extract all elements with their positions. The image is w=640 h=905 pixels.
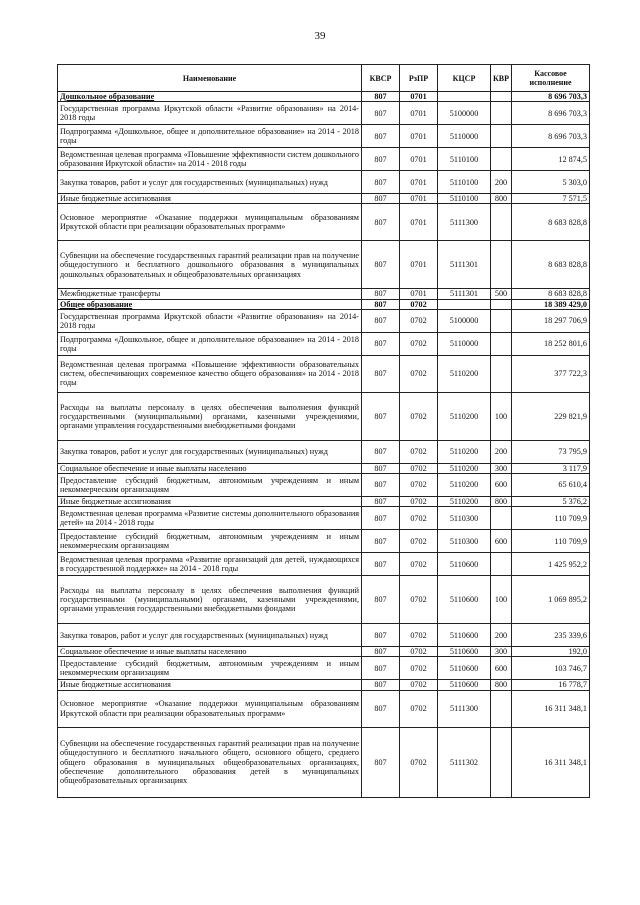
cell-kcsr: 5100000	[438, 309, 491, 332]
table-row	[58, 392, 590, 440]
table-row	[58, 355, 590, 392]
header-kvr: КВР	[491, 65, 512, 92]
cell-kvr: 600	[491, 474, 512, 497]
cell-sum: 65 610,4	[512, 474, 590, 497]
cell-sum: 12 874,5	[512, 148, 590, 171]
cell-kvr: 200	[491, 440, 512, 463]
cell-rzpr: 0702	[400, 355, 438, 392]
cell-rzpr: 0701	[400, 92, 438, 102]
table-row	[58, 657, 590, 680]
cell-name: Основное мероприятие «Оказание поддержки муниципальным образованиям Иркутской области при реализации образовательных программ»	[58, 690, 362, 727]
cell-sum: 229 821,9	[512, 392, 590, 440]
cell-kcsr: 5110600	[438, 647, 491, 657]
cell-kcsr: 5110200	[438, 497, 491, 507]
cell-sum: 8 696 703,3	[512, 102, 590, 125]
cell-kvr	[491, 241, 512, 289]
cell-rzpr: 0702	[400, 530, 438, 553]
cell-rzpr: 0702	[400, 440, 438, 463]
table-row	[58, 553, 590, 576]
cell-rzpr: 0702	[400, 680, 438, 690]
cell-kvsr: 807	[362, 309, 400, 332]
cell-kvsr: 807	[362, 576, 400, 624]
cell-kvr	[491, 727, 512, 797]
cell-name: Ведомственная целевая программа «Развитие организаций для детей, нуждающихся в государственной поддержке» на 2014 - 2018 годы	[58, 553, 362, 576]
table-row	[58, 102, 590, 125]
table-row	[58, 289, 590, 299]
cell-name: Ведомственная целевая программа «Повышение эффективности образовательных систем, обеспечивающих современное качество общего образования» на 2014 - 2018 годы	[58, 355, 362, 392]
cell-name: Межбюджетные трансферты	[58, 289, 362, 299]
cell-kcsr	[438, 299, 491, 309]
cell-rzpr: 0701	[400, 204, 438, 241]
table-row	[58, 148, 590, 171]
cell-kvsr: 807	[362, 507, 400, 530]
cell-name: Расходы на выплаты персоналу в целях обеспечения выполнения функций государственными (муниципальными) органами, казенными учреждениями, органами управления государственными внебюджетными фондами	[58, 392, 362, 440]
cell-kvsr: 807	[362, 440, 400, 463]
cell-sum: 1 425 952,2	[512, 553, 590, 576]
table-row	[58, 507, 590, 530]
cell-kvsr: 807	[362, 647, 400, 657]
cell-rzpr: 0702	[400, 727, 438, 797]
cell-kvr: 800	[491, 194, 512, 204]
table-row	[58, 576, 590, 624]
cell-rzpr: 0702	[400, 624, 438, 647]
cell-kcsr: 5110600	[438, 624, 491, 647]
cell-sum: 73 795,9	[512, 440, 590, 463]
cell-kcsr: 5110200	[438, 355, 491, 392]
cell-name: Закупка товаров, работ и услуг для государственных (муниципальных) нужд	[58, 624, 362, 647]
cell-kvr: 200	[491, 624, 512, 647]
cell-kvr: 200	[491, 171, 512, 194]
cell-name: Расходы на выплаты персоналу в целях обеспечения выполнения функций государственными (муниципальными) органами, казенными учреждениями, органами управления государственными внебюджетными фондами	[58, 576, 362, 624]
cell-kvsr: 807	[362, 125, 400, 148]
cell-kvsr: 807	[362, 680, 400, 690]
cell-kcsr: 5111302	[438, 727, 491, 797]
cell-rzpr: 0702	[400, 463, 438, 473]
table-row	[58, 309, 590, 332]
cell-name: Основное мероприятие «Оказание поддержки муниципальным образованиям Иркутской области при реализации образовательных программ»	[58, 204, 362, 241]
cell-sum: 18 252 801,6	[512, 332, 590, 355]
cell-rzpr: 0701	[400, 125, 438, 148]
cell-kvsr: 807	[362, 148, 400, 171]
cell-rzpr: 0702	[400, 576, 438, 624]
cell-rzpr: 0702	[400, 657, 438, 680]
cell-rzpr: 0702	[400, 309, 438, 332]
budget-execution-table	[57, 64, 590, 798]
cell-kcsr: 5110200	[438, 463, 491, 473]
cell-sum: 8 683 828,8	[512, 289, 590, 299]
cell-name: Иные бюджетные ассигнования	[58, 680, 362, 690]
cell-kvr: 500	[491, 289, 512, 299]
cell-name: Иные бюджетные ассигнования	[58, 194, 362, 204]
cell-rzpr: 0702	[400, 507, 438, 530]
cell-rzpr: 0701	[400, 102, 438, 125]
cell-sum: 5 376,2	[512, 497, 590, 507]
table-header-row	[58, 65, 590, 92]
table-row	[58, 440, 590, 463]
cell-kvsr: 807	[362, 299, 400, 309]
cell-name: Подпрограмма «Дошкольное, общее и дополнительное образование» на 2014 - 2018 годы	[58, 332, 362, 355]
cell-sum: 16 311 348,1	[512, 690, 590, 727]
cell-name: Субвенции на обеспечение государственных гарантий реализации прав на получение общедоступного и бесплатного начального общего, основного общего, среднего общего образования в муниципальных общеобразовательных организациях, обеспечение дополнительного образования детей в муниципальных общеобразовательных организациях	[58, 727, 362, 797]
cell-kcsr: 5111300	[438, 690, 491, 727]
table-row	[58, 204, 590, 241]
cell-kvsr: 807	[362, 463, 400, 473]
cell-sum: 16 778,7	[512, 680, 590, 690]
cell-kvr	[491, 507, 512, 530]
header-rzpr: РзПР	[400, 65, 438, 92]
cell-name: Государственная программа Иркутской области «Развитие образования» на 2014-2018 годы	[58, 309, 362, 332]
cell-sum: 235 339,6	[512, 624, 590, 647]
cell-kcsr: 5111300	[438, 204, 491, 241]
cell-name: Подпрограмма «Дошкольное, общее и дополнительное образование» на 2014 - 2018 годы	[58, 125, 362, 148]
cell-kvr	[491, 299, 512, 309]
cell-kvr: 100	[491, 576, 512, 624]
cell-sum: 8 683 828,8	[512, 241, 590, 289]
cell-sum: 1 069 895,2	[512, 576, 590, 624]
cell-name: Дошкольное образование	[58, 92, 362, 102]
cell-kvsr: 807	[362, 92, 400, 102]
table-row	[58, 690, 590, 727]
cell-kvr	[491, 332, 512, 355]
cell-rzpr: 0701	[400, 148, 438, 171]
cell-kvsr: 807	[362, 497, 400, 507]
table-row	[58, 332, 590, 355]
cell-name: Социальное обеспечение и иные выплаты населению	[58, 647, 362, 657]
cell-kcsr	[438, 92, 491, 102]
table-body	[58, 92, 590, 798]
cell-kvr: 300	[491, 463, 512, 473]
cell-sum: 192,0	[512, 647, 590, 657]
cell-kvsr: 807	[362, 624, 400, 647]
cell-kvr	[491, 553, 512, 576]
table-row	[58, 194, 590, 204]
cell-kcsr: 5111301	[438, 289, 491, 299]
cell-sum: 8 696 703,3	[512, 92, 590, 102]
cell-sum: 18 297 706,9	[512, 309, 590, 332]
cell-kvsr: 807	[362, 553, 400, 576]
cell-kvsr: 807	[362, 204, 400, 241]
table-row	[58, 463, 590, 473]
table-row	[58, 171, 590, 194]
cell-sum: 8 696 703,3	[512, 125, 590, 148]
cell-kvsr: 807	[362, 289, 400, 299]
cell-kcsr: 5110100	[438, 148, 491, 171]
cell-sum: 16 311 348,1	[512, 727, 590, 797]
cell-rzpr: 0701	[400, 194, 438, 204]
cell-kcsr: 5110300	[438, 530, 491, 553]
cell-rzpr: 0702	[400, 474, 438, 497]
cell-rzpr: 0702	[400, 299, 438, 309]
table-row	[58, 680, 590, 690]
cell-kvr: 800	[491, 497, 512, 507]
cell-sum: 7 571,5	[512, 194, 590, 204]
header-name: Наименование	[58, 65, 362, 92]
header-kvsr: КВСР	[362, 65, 400, 92]
cell-kcsr: 5110300	[438, 507, 491, 530]
cell-kvr	[491, 309, 512, 332]
cell-kvsr: 807	[362, 657, 400, 680]
cell-kvsr: 807	[362, 332, 400, 355]
cell-name: Государственная программа Иркутской области «Развитие образования» на 2014-2018 годы	[58, 102, 362, 125]
table-row	[58, 647, 590, 657]
cell-kvsr: 807	[362, 690, 400, 727]
header-kcsr: КЦСР	[438, 65, 491, 92]
cell-kcsr: 5110200	[438, 440, 491, 463]
cell-name: Общее образование	[58, 299, 362, 309]
cell-name: Ведомственная целевая программа «Развитие системы дополнительного образования детей» на 2014 - 2018 годы	[58, 507, 362, 530]
cell-name: Предоставление субсидий бюджетным, автономным учреждениям и иным некоммерческим организациям	[58, 657, 362, 680]
cell-sum: 5 303,0	[512, 171, 590, 194]
cell-kvr	[491, 102, 512, 125]
cell-rzpr: 0701	[400, 289, 438, 299]
cell-kvr	[491, 92, 512, 102]
cell-kcsr: 5110100	[438, 194, 491, 204]
cell-rzpr: 0701	[400, 171, 438, 194]
cell-kvsr: 807	[362, 194, 400, 204]
cell-kvsr: 807	[362, 392, 400, 440]
cell-rzpr: 0702	[400, 553, 438, 576]
page-number: 39	[314, 30, 326, 42]
table-row	[58, 241, 590, 289]
cell-name: Социальное обеспечение и иные выплаты населению	[58, 463, 362, 473]
cell-name: Предоставление субсидий бюджетным, автономным учреждениям и иным некоммерческим организациям	[58, 530, 362, 553]
cell-sum: 18 389 429,0	[512, 299, 590, 309]
cell-sum: 110 709,9	[512, 507, 590, 530]
cell-rzpr: 0702	[400, 392, 438, 440]
cell-kvsr: 807	[362, 727, 400, 797]
cell-name: Закупка товаров, работ и услуг для государственных (муниципальных) нужд	[58, 171, 362, 194]
cell-kcsr: 5110600	[438, 576, 491, 624]
table-row	[58, 530, 590, 553]
table-row	[58, 125, 590, 148]
cell-sum: 110 709,9	[512, 530, 590, 553]
cell-rzpr: 0702	[400, 690, 438, 727]
cell-kvsr: 807	[362, 241, 400, 289]
cell-rzpr: 0702	[400, 497, 438, 507]
cell-kvr: 300	[491, 647, 512, 657]
cell-kvr	[491, 148, 512, 171]
cell-kvr: 100	[491, 392, 512, 440]
cell-name: Предоставление субсидий бюджетным, автономным учреждениям и иным некоммерческим организациям	[58, 474, 362, 497]
cell-name: Субвенции на обеспечение государственных гарантий реализации прав на получение общедоступного и бесплатного дошкольного образования в муниципальных дошкольных образовательных и общеобразовательных организациях	[58, 241, 362, 289]
cell-rzpr: 0702	[400, 332, 438, 355]
table-row	[58, 497, 590, 507]
table-row	[58, 92, 590, 102]
cell-kcsr: 5110200	[438, 392, 491, 440]
cell-kvr	[491, 204, 512, 241]
table-row	[58, 474, 590, 497]
cell-kcsr: 5110600	[438, 553, 491, 576]
table-row	[58, 727, 590, 797]
cell-sum: 8 683 828,8	[512, 204, 590, 241]
cell-kvr	[491, 690, 512, 727]
cell-sum: 3 117,9	[512, 463, 590, 473]
cell-kcsr: 5110000	[438, 332, 491, 355]
cell-kvr	[491, 125, 512, 148]
header-sum: Кассовое исполнение	[512, 65, 590, 92]
cell-kvr: 600	[491, 657, 512, 680]
cell-name: Ведомственная целевая программа «Повышение эффективности систем дошкольного образования Иркутской области» на 2014 - 2018 годы	[58, 148, 362, 171]
cell-sum: 377 722,3	[512, 355, 590, 392]
cell-kcsr: 5110600	[438, 657, 491, 680]
cell-kvr: 600	[491, 530, 512, 553]
cell-kvsr: 807	[362, 171, 400, 194]
cell-name: Иные бюджетные ассигнования	[58, 497, 362, 507]
cell-kvr	[491, 355, 512, 392]
cell-kvsr: 807	[362, 530, 400, 553]
cell-kvr: 800	[491, 680, 512, 690]
cell-name: Закупка товаров, работ и услуг для государственных (муниципальных) нужд	[58, 440, 362, 463]
cell-kvsr: 807	[362, 474, 400, 497]
table-row	[58, 299, 590, 309]
cell-rzpr: 0701	[400, 241, 438, 289]
cell-kcsr: 5110200	[438, 474, 491, 497]
cell-kcsr: 5110100	[438, 171, 491, 194]
cell-sum: 103 746,7	[512, 657, 590, 680]
cell-kvsr: 807	[362, 355, 400, 392]
table-row	[58, 624, 590, 647]
cell-kcsr: 5110600	[438, 680, 491, 690]
cell-kcsr: 5100000	[438, 102, 491, 125]
cell-kcsr: 5111301	[438, 241, 491, 289]
cell-kvsr: 807	[362, 102, 400, 125]
cell-rzpr: 0702	[400, 647, 438, 657]
cell-kcsr: 5110000	[438, 125, 491, 148]
